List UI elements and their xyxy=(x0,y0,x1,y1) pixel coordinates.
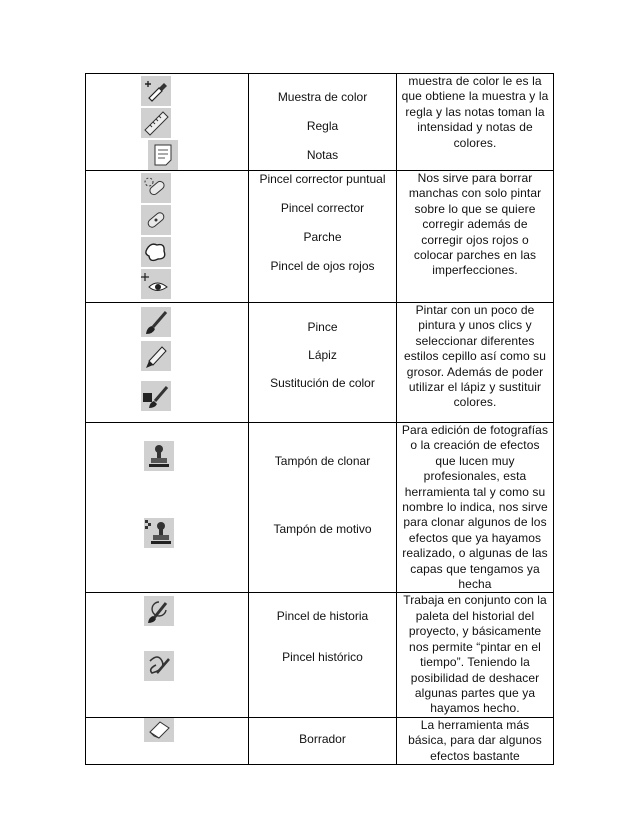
eraser-icon xyxy=(144,718,174,742)
description-cell xyxy=(397,171,554,303)
tool-description: Nos sirve para borrar manchas con solo pintar sobre lo que se quiere corregir además de corregir ojos rojos o colocar parches en las imperfecciones. xyxy=(408,171,542,278)
tool-name: Regla xyxy=(306,119,339,133)
tools-table xyxy=(85,73,554,765)
table-row xyxy=(86,717,554,764)
table-row xyxy=(86,74,554,171)
tool-name: Borrador xyxy=(299,731,346,746)
tool-description: La herramienta más básica, para dar algunos efectos bastante xyxy=(408,717,542,763)
tool-name: Pincel corrector xyxy=(280,201,365,215)
clone-stamp-icon xyxy=(144,441,174,471)
tool-name: Muestra de color xyxy=(277,90,368,104)
history-brush-icon xyxy=(144,596,174,626)
table-row xyxy=(86,423,554,593)
icons-cell xyxy=(86,717,249,764)
tool-names-cell xyxy=(249,423,397,593)
tool-name: Pincel histórico xyxy=(282,650,363,665)
tool-names-cell xyxy=(249,303,397,423)
tool-name: Lápiz xyxy=(308,348,337,362)
icons-cell xyxy=(86,423,249,593)
tool-description: Trabaja en conjunto con la paleta del historial del proyecto, y básicamente nos permite “pintar en el tiempo”. Teniendo la posibilidad de deshacer algunas partes que ya hayamos hecho. xyxy=(403,593,547,716)
tool-name: Notas xyxy=(306,148,339,162)
brush-icon xyxy=(141,307,171,337)
tool-name: Pincel corrector puntual xyxy=(259,172,386,186)
icons-cell xyxy=(86,74,249,171)
description-cell xyxy=(397,717,554,764)
description-cell xyxy=(397,74,554,171)
description-cell xyxy=(397,303,554,423)
pattern-stamp-icon xyxy=(144,518,174,548)
ruler-icon xyxy=(141,108,171,138)
art-history-brush-icon xyxy=(144,651,174,681)
tool-name: Pince xyxy=(307,320,338,334)
color-replacement-icon xyxy=(141,381,171,411)
red-eye-icon xyxy=(141,269,171,299)
tool-name: Pincel de historia xyxy=(276,609,369,624)
tool-name: Sustitución de color xyxy=(270,376,375,390)
tool-description: Pintar con un poco de pintura y unos clics y seleccionar diferentes estilos cepillo así como su grosor. Además de poder utilizar el lápiz y sustituir colores. xyxy=(403,303,547,410)
description-cell xyxy=(397,593,554,717)
tool-name: Tampón de motivo xyxy=(273,522,372,536)
icons-cell xyxy=(86,593,249,717)
color-sampler-icon xyxy=(141,76,171,106)
patch-icon xyxy=(141,237,171,267)
tool-names-cell xyxy=(249,171,397,303)
tool-names-cell xyxy=(249,717,397,764)
table-row xyxy=(86,593,554,717)
icons-cell xyxy=(86,171,249,303)
table-row xyxy=(86,303,554,423)
tool-names-cell xyxy=(249,593,397,717)
pencil-icon xyxy=(141,341,171,371)
healing-brush-icon xyxy=(141,205,171,235)
notes-icon xyxy=(148,140,178,170)
tool-name: Pincel de ojos rojos xyxy=(270,259,375,273)
table-row xyxy=(86,171,554,303)
description-cell xyxy=(397,423,554,593)
tool-name: Parche xyxy=(303,230,342,244)
icons-cell xyxy=(86,303,249,423)
tool-names-cell xyxy=(249,74,397,171)
tool-name: Tampón de clonar xyxy=(274,454,371,468)
tool-description: Para edición de fotografías o la creación de efectos que lucen muy profesionales, esta herramienta tal y como su nombre lo indica, nos sirve para clonar algunos de los efectos que ya hayamos realizado, o algunas de las capas que tengamos ya hecha xyxy=(401,423,549,592)
spot-healing-brush-icon xyxy=(141,173,171,203)
tool-description: muestra de color le es la que obtiene la muestra y la regla y las notas toman la intensidad y notas de colores. xyxy=(401,74,549,150)
